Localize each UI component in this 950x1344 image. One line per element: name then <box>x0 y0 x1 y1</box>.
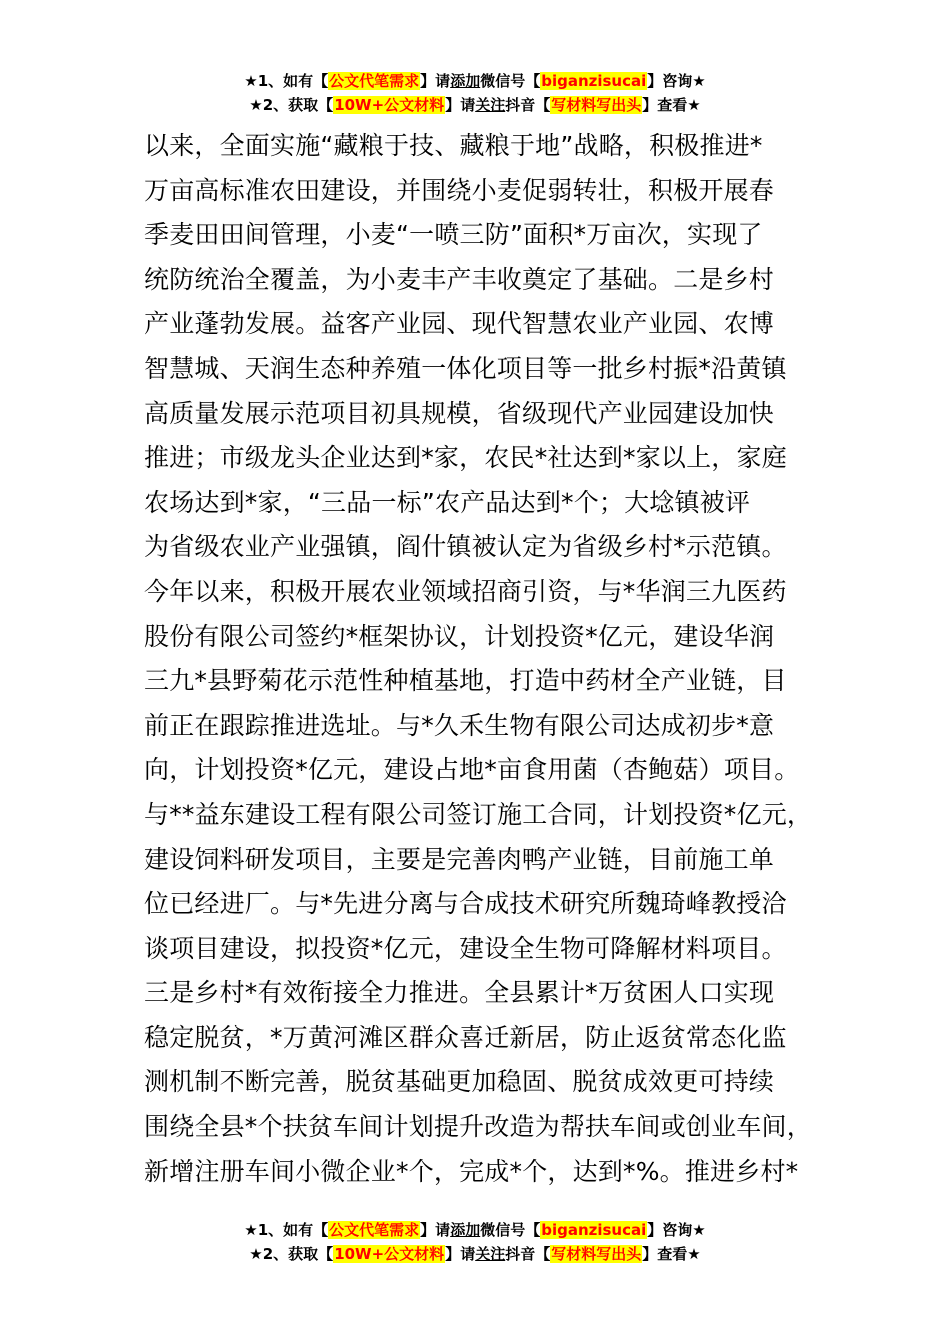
body-text-line: 万亩高标准农田建设，并围绕小麦促弱转壮，积极开展春 <box>144 175 775 205</box>
banner-text: 】咨询★ <box>647 72 706 90</box>
body-text-line: 测机制不断完善，脱贫基础更加稳固、脱贫成效更可持续 <box>144 1067 775 1097</box>
body-text-line: 三九*县野菊花示范性种植基地，打造中药材全产业链，目 <box>144 666 787 696</box>
banner-underline-text: 关注 <box>475 96 506 114</box>
body-text-line: 与**益东建设工程有限公司签订施工合同，计划投资*亿元， <box>144 799 813 829</box>
banner-line-2 <box>0 93 950 117</box>
body-text-line: 智慧城、天润生态种养殖一体化项目等一批乡村振*沿黄镇 <box>144 353 787 383</box>
banner-text: 】查看★ <box>642 96 701 114</box>
body-text-line: 新增注册车间小微企业*个，完成*个，达到*%。推进乡村* <box>144 1156 799 1186</box>
banner-text: 】请 <box>420 72 451 90</box>
highlight-douyin-id: 写材料写出头 <box>551 96 642 114</box>
footer-banner <box>0 1218 950 1266</box>
body-text-line: 季麦田田间管理，小麦“一喷三防”面积*万亩次，实现了 <box>144 220 763 250</box>
highlight-wechat-id: biganzisucai <box>541 1221 647 1239</box>
banner-underline-text: 添加 <box>450 72 481 90</box>
highlight-service: 公文代笔需求 <box>329 72 420 90</box>
highlight-materials: 10W+公文材料 <box>334 96 445 114</box>
highlight-wechat-id: biganzisucai <box>541 72 647 90</box>
document-body <box>144 124 844 1194</box>
banner-text: ★1、如有【 <box>244 1221 329 1239</box>
body-text-line: 稳定脱贫，*万黄河滩区群众喜迁新居，防止返贫常态化监 <box>144 1022 787 1052</box>
body-text-line: 统防统治全覆盖，为小麦丰产丰收奠定了基础。二是乡村 <box>144 264 775 294</box>
banner-text: 】请 <box>420 1221 451 1239</box>
body-text-line: 前正在跟踪推进选址。与*久禾生物有限公司达成初步*意 <box>144 710 775 740</box>
body-text-line: 股份有限公司签约*框架协议，计划投资*亿元，建设华润 <box>144 621 775 651</box>
banner-text: ★2、获取【 <box>249 96 334 114</box>
banner-text: ★1、如有【 <box>244 72 329 90</box>
banner-text: ★2、获取【 <box>249 1245 334 1263</box>
banner-text: 微信号【 <box>480 1221 541 1239</box>
body-text-line: 三是乡村*有效衔接全力推进。全县累计*万贫困人口实现 <box>144 978 775 1008</box>
body-text-line: 推进；市级龙头企业达到*家，农民*社达到*家以上，家庭 <box>144 443 787 473</box>
body-text-line: 今年以来，积极开展农业领域招商引资，与*华润三九医药 <box>144 576 787 606</box>
body-text-line: 建设饲料研发项目，主要是完善肉鸭产业链，目前施工单 <box>144 844 775 874</box>
banner-underline-text: 关注 <box>475 1245 506 1263</box>
body-text-line: 为省级农业产业强镇，阎什镇被认定为省级乡村*示范镇。 <box>144 532 787 562</box>
body-text-line: 以来，全面实施“藏粮于技、藏粮于地”战略，积极推进* <box>144 131 763 160</box>
header-banner <box>0 69 950 117</box>
banner-text: 】咨询★ <box>647 1221 706 1239</box>
banner-line-2 <box>0 1242 950 1266</box>
highlight-service: 公文代笔需求 <box>329 1221 420 1239</box>
body-text-line: 高质量发展示范项目初具规模，省级现代产业园建设加快 <box>144 398 775 428</box>
body-text-line: 谈项目建设，拟投资*亿元，建设全生物可降解材料项目。 <box>144 933 787 963</box>
banner-text: 抖音【 <box>505 1245 551 1263</box>
body-text-line: 围绕全县*个扶贫车间计划提升改造为帮扶车间或创业车间， <box>144 1112 812 1142</box>
banner-text: 抖音【 <box>505 96 551 114</box>
body-text-line: 向，计划投资*亿元，建设占地*亩食用菌（杏鲍菇）项目。 <box>144 755 800 785</box>
banner-text: 微信号【 <box>480 72 541 90</box>
banner-line-1 <box>0 69 950 93</box>
highlight-douyin-id: 写材料写出头 <box>551 1245 642 1263</box>
body-text-line: 位已经进厂。与*先进分离与合成技术研究所魏琦峰教授洽 <box>144 889 787 919</box>
banner-text: 】请 <box>445 96 476 114</box>
banner-underline-text: 添加 <box>450 1221 481 1239</box>
body-text-line: 农场达到*家，“三品一标”农产品达到*个；大埝镇被评 <box>144 487 751 517</box>
banner-text: 】请 <box>445 1245 476 1263</box>
body-text-line: 产业蓬勃发展。益客产业园、现代智慧农业产业园、农博 <box>144 309 775 339</box>
highlight-materials: 10W+公文材料 <box>334 1245 445 1263</box>
banner-line-1 <box>0 1218 950 1242</box>
banner-text: 】查看★ <box>642 1245 701 1263</box>
